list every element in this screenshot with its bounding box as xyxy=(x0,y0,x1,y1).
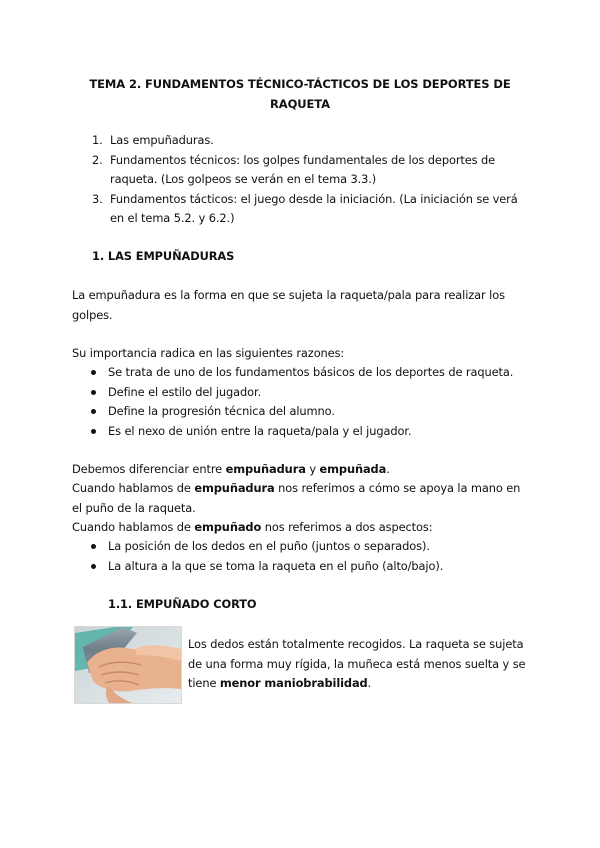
text-run: Cuando hablamos de xyxy=(72,481,195,495)
importance-intro: Su importancia radica en las siguientes razones: xyxy=(72,346,345,360)
text-run: nos referimos a cómo se apoya la mano en el puño de la raqueta. xyxy=(72,481,521,515)
index-item xyxy=(92,151,522,190)
term-menor-maniobrabilidad: menor maniobrabilidad xyxy=(219,676,368,690)
text-run: . xyxy=(367,676,372,690)
topic-index-list xyxy=(92,131,522,229)
short-grip-description xyxy=(188,635,528,694)
text-run: Los dedos están totalmente recogidos. La raqueta se sujeta de una forma muy rígida, la muñeca está menos suelta y se tiene xyxy=(188,637,526,690)
reason-item: Define el estilo del jugador. xyxy=(90,383,530,403)
hand-grip-illustration xyxy=(75,627,181,703)
section-1-1-heading: 1.1. EMPUÑADO CORTO xyxy=(108,597,257,611)
term-empunado: empuñado xyxy=(194,520,262,534)
reason-item: Es el nexo de unión entre la raqueta/pala y el jugador. xyxy=(90,422,530,442)
index-number: 2. xyxy=(92,152,103,167)
text-run: Cuando hablamos de xyxy=(72,520,195,534)
text-run: y xyxy=(305,462,320,476)
title-line-2: RAQUETA xyxy=(270,97,330,111)
reason-item: Se trata de uno de los fundamentos básicos de los deportes de raqueta. xyxy=(90,363,530,383)
index-item xyxy=(92,131,522,151)
reason-item: Define la progresión técnica del alumno. xyxy=(90,402,530,422)
aspects-list xyxy=(90,537,530,576)
text-run: nos referimos a dos aspectos: xyxy=(261,520,433,534)
reasons-list xyxy=(90,363,530,441)
aspect-item: La altura a la que se toma la raqueta en el puño (alto/bajo). xyxy=(90,557,530,577)
term-empunadura: empuñadura xyxy=(194,481,275,495)
index-text: Fundamentos técnicos: los golpes fundamentales de los deportes de raqueta. (Los golpeos se verán en el tema 3.3.) xyxy=(110,152,496,186)
document-title xyxy=(70,74,530,114)
difference-paragraph xyxy=(72,460,532,480)
text-run: . xyxy=(386,462,390,476)
short-grip-photo xyxy=(74,626,182,704)
index-number: 1. xyxy=(92,133,103,147)
empunado-definition xyxy=(72,518,532,538)
term-empunada: empuñada xyxy=(319,462,387,476)
index-text: Fundamentos tácticos: el juego desde la iniciación. (La iniciación se verá en el tema 5.2. y 6.2.) xyxy=(110,191,518,225)
title-line-1: TEMA 2. FUNDAMENTOS TÉCNICO-TÁCTICOS DE LOS DEPORTES DE xyxy=(89,77,511,91)
aspect-item: La posición de los dedos en el puño (juntos o separados). xyxy=(90,537,530,557)
index-item xyxy=(92,190,522,229)
index-number: 3. xyxy=(92,191,103,206)
text-run: Debemos diferenciar entre xyxy=(72,462,226,476)
empunadura-definition xyxy=(72,479,532,518)
index-text: Las empuñaduras. xyxy=(110,133,214,147)
term-empunadura: empuñadura xyxy=(225,462,306,476)
grip-definition: La empuñadura es la forma en que se sujeta la raqueta/pala para realizar los golpes. xyxy=(72,288,505,322)
section-1-heading: 1. LAS EMPUÑADURAS xyxy=(92,249,235,263)
